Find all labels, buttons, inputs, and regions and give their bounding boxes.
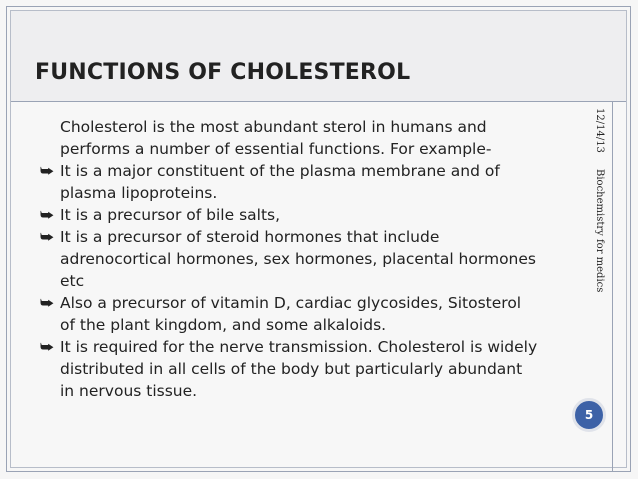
list-item-text: Also a precursor of vitamin D, cardiac glycosides, Sitosterol of the plant kingdom, and some alkaloids. — [60, 294, 522, 334]
list-item-text: It is a precursor of bile salts, — [60, 206, 281, 224]
bullet-arrow-icon: ⮩ — [40, 206, 54, 224]
slide-title: FUNCTIONS OF CHOLESTEROL — [35, 60, 411, 85]
bullet-arrow-icon: ⮩ — [40, 294, 54, 312]
bullet-arrow-icon: ⮩ — [40, 162, 54, 180]
page-number-badge: 5 — [572, 398, 606, 432]
list-item — [40, 204, 540, 226]
bullet-arrow-icon: ⮩ — [40, 228, 54, 246]
title-divider — [11, 101, 626, 102]
slide-body — [40, 116, 540, 402]
list-item — [40, 336, 540, 402]
slide-date: 12/14/13 — [594, 108, 605, 153]
bullet-arrow-icon: ⮩ — [40, 338, 54, 356]
list-item-text: It is required for the nerve transmission. Cholesterol is widely distributed in all cells of the body but particularly abundant in nervous tissue. — [60, 338, 538, 400]
side-divider — [612, 101, 613, 471]
list-item — [40, 226, 540, 292]
intro-paragraph: Cholesterol is the most abundant sterol in humans and performs a number of essential functions. For example- — [60, 118, 492, 158]
list-item-text: It is a precursor of steroid hormones that include adrenocortical hormones, sex hormones, placental hormones etc — [60, 228, 536, 290]
list-item — [40, 292, 540, 336]
list-item — [40, 160, 540, 204]
slide-footer: Biochemistry for medics — [594, 169, 605, 293]
list-item-text: It is a major constituent of the plasma membrane and of plasma lipoproteins. — [60, 162, 500, 202]
title-band — [11, 11, 626, 101]
